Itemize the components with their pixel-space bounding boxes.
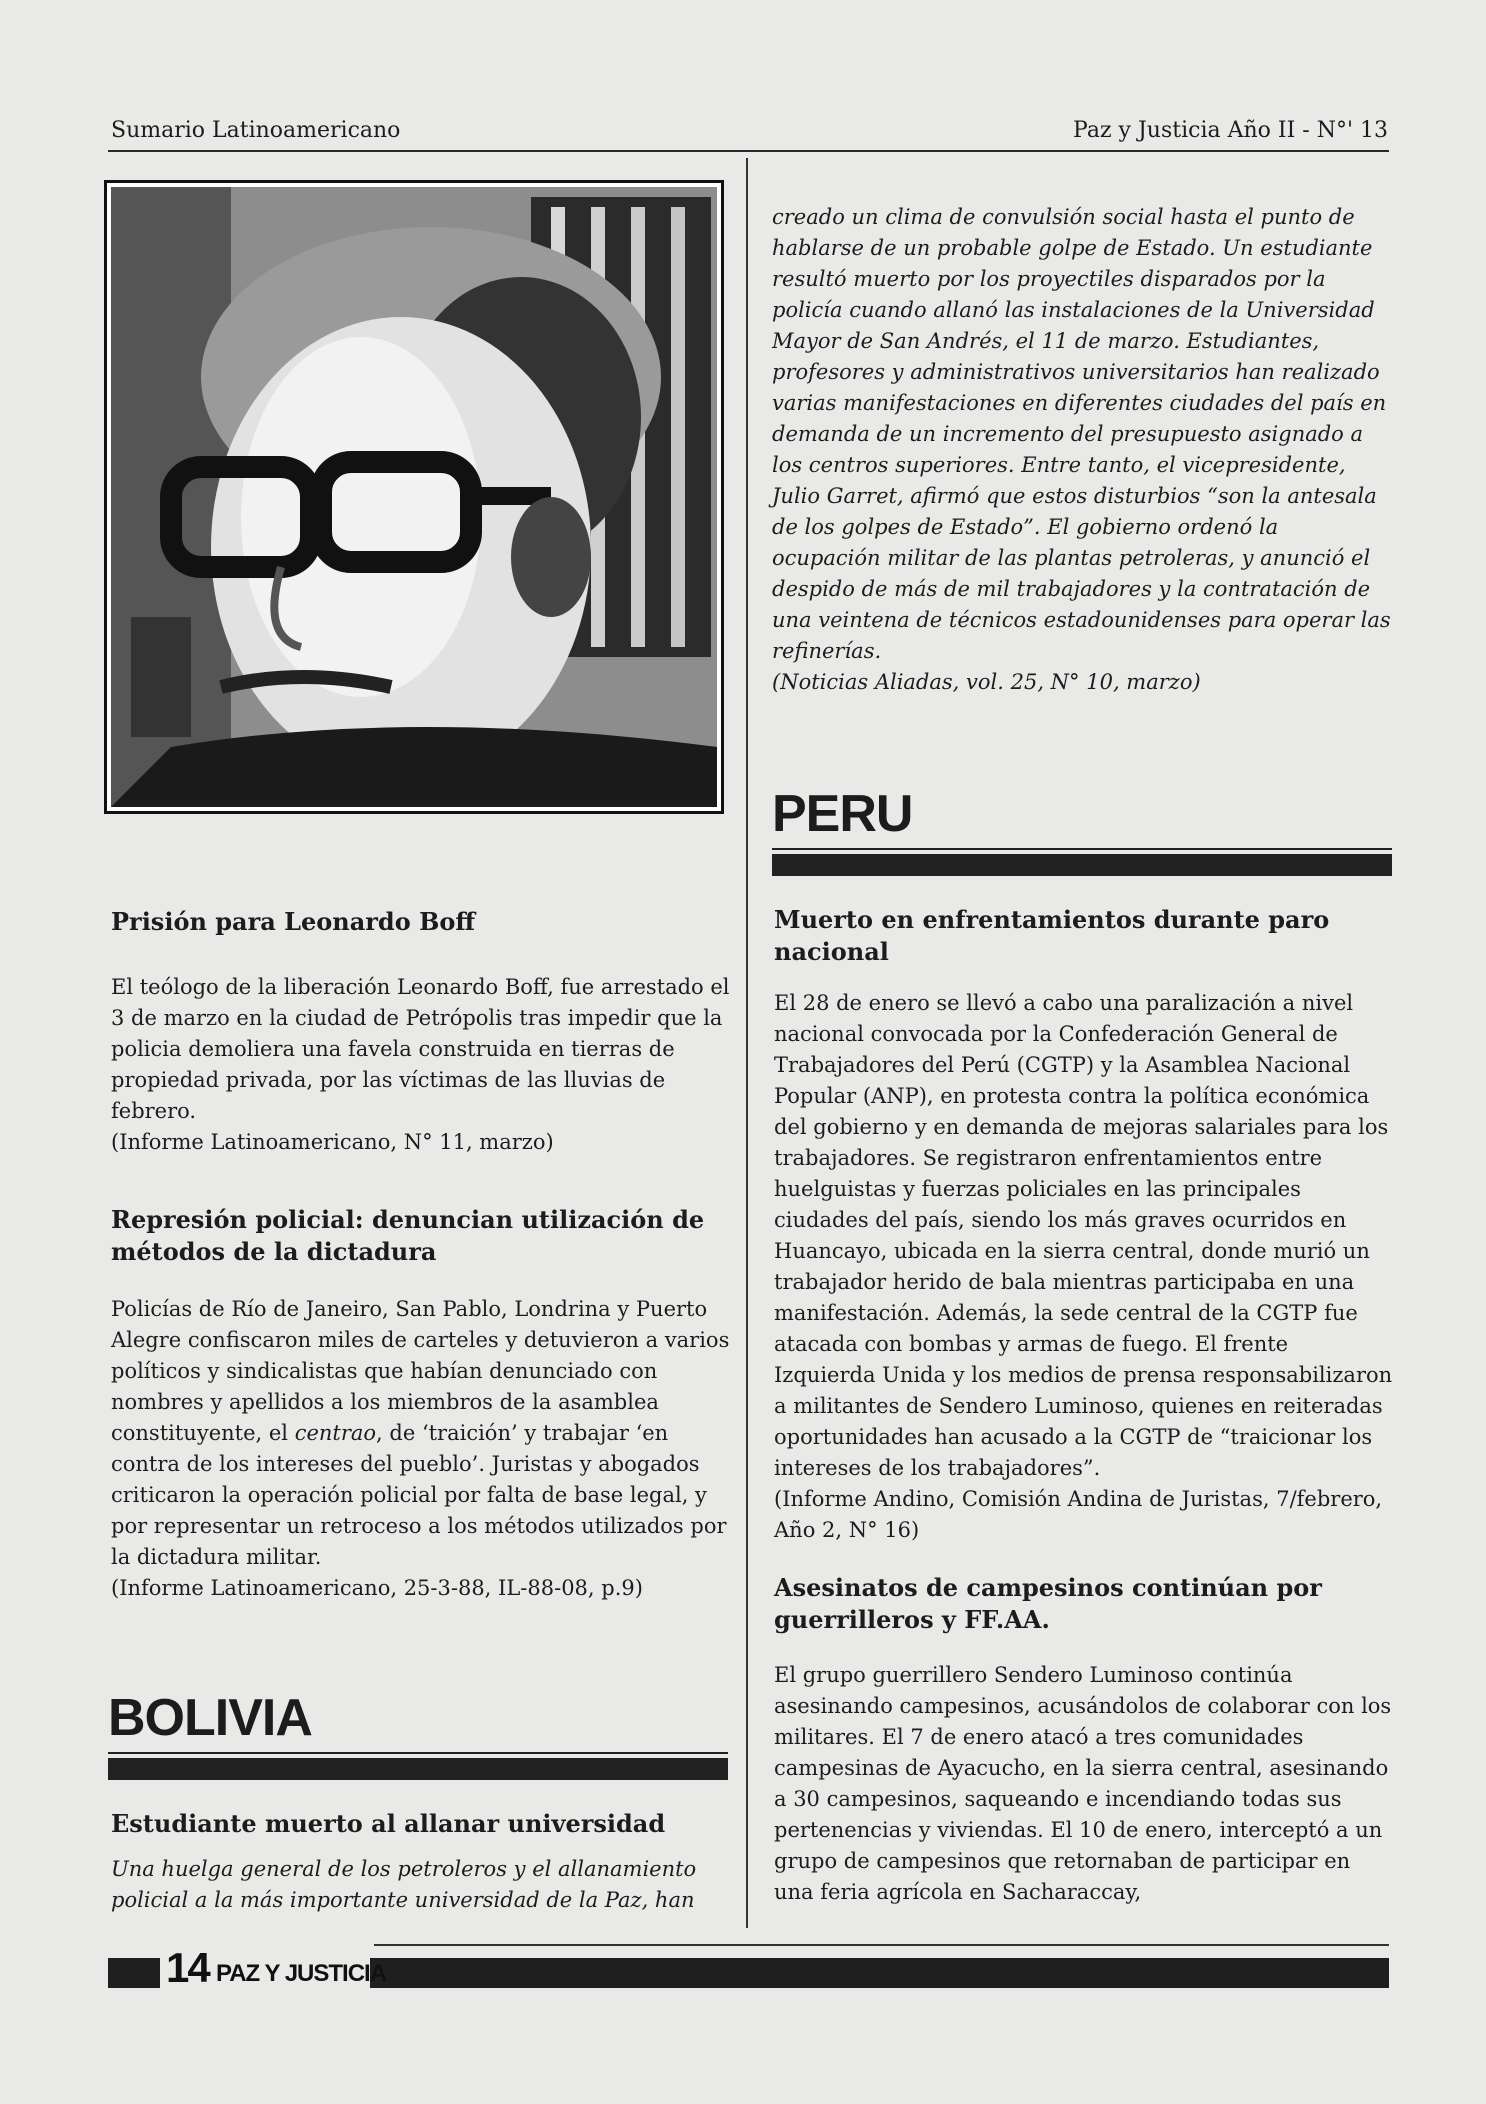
portrait-photo-image xyxy=(111,187,717,807)
article-body: creado un clima de convulsión social hasta el punto de hablarse de un probable golpe de Estado. Un estudiante resultó muerto por los proyectiles disparados por la policía cuando allanó las instalaciones de la Universidad Mayor de San Andrés, el 11 de marzo. Estudiantes, profesores y administrativos universitarios han realizado varias manifestaciones en diferentes ciudades del país en demanda de un incremento del presupuesto asignado a los centros superiores. Entre tanto, el vicepresidente, Julio Garret, afirmó que estos disturbios “son la antesala de los golpes de Estado”. El gobierno ordenó la ocupación militar de las plantas petroleras, y anunció el despido de más de mil trabajadores y la contratación de una veintena de técnicos estadounidenses para operar las refinerías. xyxy=(772,205,1391,663)
section-title: BOLIVIA xyxy=(108,1689,312,1747)
section-rule xyxy=(108,1752,728,1754)
article-body: El teólogo de la liberación Leonardo Boff, fue arrestado el 3 de marzo en la ciudad de Petrópolis tras impedir que la policia demoliera una favela construida en tierras de propiedad privada, por las víctimas de las lluvias de febrero. xyxy=(111,975,730,1123)
header-rule xyxy=(108,150,1389,152)
article-paro-nacional xyxy=(774,904,1394,1546)
article-represion-policial xyxy=(111,1204,731,1604)
article-title: Prisión para Leonardo Boff xyxy=(111,907,476,936)
article-source: (Informe Latinoamericano, 25-3-88, IL-88-08, p.9) xyxy=(111,1576,643,1600)
column-separator xyxy=(746,158,748,1928)
article-estudiante-muerto xyxy=(111,1808,731,1916)
section-bar xyxy=(108,1758,728,1780)
section-bar xyxy=(772,854,1392,876)
publication-name: PAZ Y JUSTICIA xyxy=(216,1960,387,1987)
article-body-part1: Policías de Río de Janeiro, San Pablo, Londrina y Puerto Alegre confiscaron miles de carteles y detuvieron a varios políticos y sindicalistas que habían denunciado con nombres y apellidos a los miembros de la asamblea constituyente, el xyxy=(111,1297,730,1445)
article-body-part2: , de ‘traición’ y trabajar ‘en contra de los intereses del pueblo’. Juristas y abogados criticaron la operación policial por falta de base legal, y por representar un retroceso a los métodos utilizados por la dictadura militar. xyxy=(111,1421,727,1569)
page-number: 14 xyxy=(166,1944,209,1991)
section-bolivia xyxy=(108,1690,728,1780)
section-title: PERU xyxy=(772,785,913,843)
article-body-emphasis: centrao xyxy=(294,1421,377,1445)
running-header-right: Paz y Justicia Año II - N°' 13 xyxy=(1073,118,1388,143)
article-asesinatos-campesinos xyxy=(774,1572,1394,1908)
footer-rule xyxy=(374,1944,1389,1946)
portrait-illustration xyxy=(111,187,717,807)
article-source: (Noticias Aliadas, vol. 25, N° 10, marzo) xyxy=(772,670,1201,694)
article-title: Muerto en enfrentamientos durante paro nacional xyxy=(774,905,1330,966)
article-title: Asesinatos de campesinos continúan por guerrilleros y FF.AA. xyxy=(774,1573,1322,1634)
article-body: El grupo guerrillero Sendero Luminoso continúa asesinando campesinos, acusándolos de colaborar con los militares. El 7 de enero atacó a tres comunidades campesinas de Ayacucho, en la sierra central, asesinando a 30 campesinos, saqueando e incendiando todas sus pertenencias y viviendas. El 10 de enero, interceptó a un grupo de campesinos que retornaban de participar en una feria agrícola en Sacharaccay, xyxy=(774,1663,1392,1904)
running-header-left: Sumario Latinoamericano xyxy=(111,118,401,143)
article-bolivia-continuation xyxy=(772,202,1392,698)
article-body: El 28 de enero se llevó a cabo una paralización a nivel nacional convocada por la Confederación General de Trabajadores del Perú (CGTP) y la Asamblea Nacional Popular (ANP), en protesta contra la política económica del gobierno y en demanda de mejoras salariales para los trabajadores. Se registraron enfrentamientos entre huelguistas y fuerzas policiales en las principales ciudades del país, siendo los más graves ocurridos en Huancayo, ubicada en la sierra central, donde murió un trabajador herido de bala mientras participaba en una manifestación. Además, la sede central de la CGTP fue atacada con bombas y armas de fuego. El frente Izquierda Unida y los medios de prensa responsabilizaron a militantes de Sendero Luminoso, quienes en reiteradas oportunidades han acusado a la CGTP de “traicionar los intereses de los trabajadores”. xyxy=(774,991,1393,1480)
article-title: Estudiante muerto al allanar universidad xyxy=(111,1809,666,1838)
article-lead: Una huelga general de los petroleros y el allanamiento policial a la más importante universidad de la Paz, han xyxy=(111,1857,697,1912)
article-source: (Informe Andino, Comisión Andina de Juristas, 7/febrero, Año 2, N° 16) xyxy=(774,1487,1383,1542)
section-peru xyxy=(772,786,1392,876)
section-rule xyxy=(772,848,1392,850)
article-source: (Informe Latinoamericano, N° 11, marzo) xyxy=(111,1130,554,1154)
article-title: Represión policial: denuncian utilización de métodos de la dictadura xyxy=(111,1205,705,1266)
portrait-photo xyxy=(104,180,724,814)
article-leonardo-boff xyxy=(111,906,731,1158)
article-body xyxy=(111,1294,731,1573)
